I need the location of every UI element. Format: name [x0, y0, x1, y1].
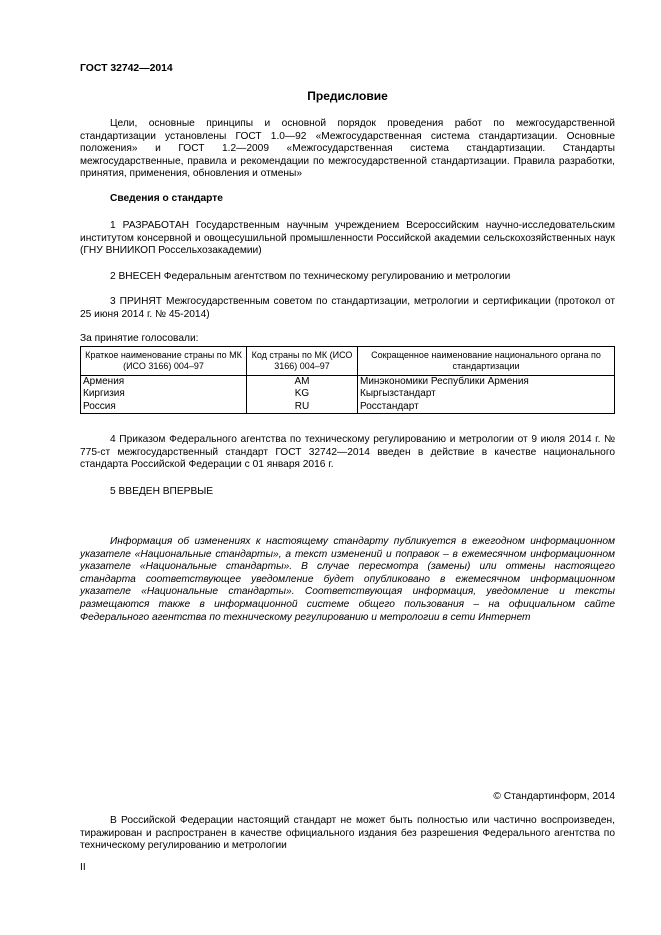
page-title: Предисловие	[307, 89, 388, 103]
country-cell: Армения	[81, 376, 247, 389]
authority-cell: Минэкономики Республики Армения	[358, 376, 615, 389]
code-cell: RU	[247, 401, 358, 414]
item-developed: 1 РАЗРАБОТАН Государственным научным учреждением Всероссийским научно-исследовательским институтом консервной и овощесушильной промышленности Российской академии сельскохозяйственных наук (ГНУ ВНИИКОП Россельхозакадемии)	[80, 220, 615, 257]
copyright: © Стандартинформ, 2014	[493, 791, 615, 802]
authority-cell: Росстандарт	[358, 401, 615, 414]
rights-notice: В Российской Федерации настоящий стандарт не может быть полностью или частично воспроизведен, тиражирован и распространен в качестве официального издания без разрешения Федерального агентства по техническому регулированию и метрологии	[80, 815, 615, 852]
intro-paragraph: Цели, основные принципы и основной порядок проведения работ по межгосударственной стандартизации установлены ГОСТ 1.0—92 «Межгосударственная система стандартизации. Основные положения» и ГОСТ 1.2—2009 «Межгосударственная система стандартизации. Стандарты межгосударственные, правила и рекомендации по межгосударственной стандартизации. Правила разработки, принятия, применения, обновления и отмены»	[80, 118, 615, 180]
info-notice: Информация об изменениях к настоящему стандарту публикуется в ежегодном информационном указателе «Национальные стандарты», а текст изменений и поправок – в ежемесячном информационном указателе «Национальные стандарты». В случае пересмотра (замены) или отмены настоящего стандарта соответствующее уведомление будет опубликовано в ежемесячном информационном указателе «Национальные стандарты». Соответствующая информация, уведомление и тексты размещаются также в информационной системе общего пользования – на официальном сайте Федерального агентства по техническому регулированию и метрологии в сети Интернет	[80, 536, 615, 623]
votes-label: За принятие голосовали:	[80, 333, 199, 344]
table-header-row	[81, 347, 615, 376]
column-header-code: Код страны по МК (ИСО 3166) 004–97	[247, 347, 358, 376]
document-header: ГОСТ 32742—2014	[80, 63, 173, 74]
item-submitted: 2 ВНЕСЕН Федеральным агентством по техническому регулированию и метрологии	[110, 271, 511, 282]
table-row	[81, 401, 615, 414]
table-row	[81, 388, 615, 400]
page-number: II	[80, 862, 86, 873]
item-first-introduced: 5 ВВЕДЕН ВПЕРВЫЕ	[110, 486, 214, 497]
votes-table	[80, 346, 615, 414]
table-row	[81, 376, 615, 389]
country-cell: Киргизия	[81, 388, 247, 400]
column-header-country: Краткое наименование страны по МК (ИСО 3166) 004–97	[81, 347, 247, 376]
section-subheading: Сведения о стандарте	[110, 193, 223, 204]
country-cell: Россия	[81, 401, 247, 414]
column-header-authority: Сокращенное наименование национального органа по стандартизации	[358, 347, 615, 376]
code-cell: AM	[247, 376, 358, 389]
authority-cell: Кыргызстандарт	[358, 388, 615, 400]
code-cell: KG	[247, 388, 358, 400]
item-adopted: 3 ПРИНЯТ Межгосударственным советом по стандартизации, метрологии и сертификации (протокол от 25 июня 2014 г. № 45-2014)	[80, 296, 615, 320]
item-enacted: 4 Приказом Федерального агентства по техническому регулированию и метрологии от 9 июля 2014 г. № 775-ст межгосударственный стандарт ГОСТ 32742—2014 введен в действие в качестве национального стандарта Российской Федерации с 01 января 2016 г.	[80, 434, 615, 471]
